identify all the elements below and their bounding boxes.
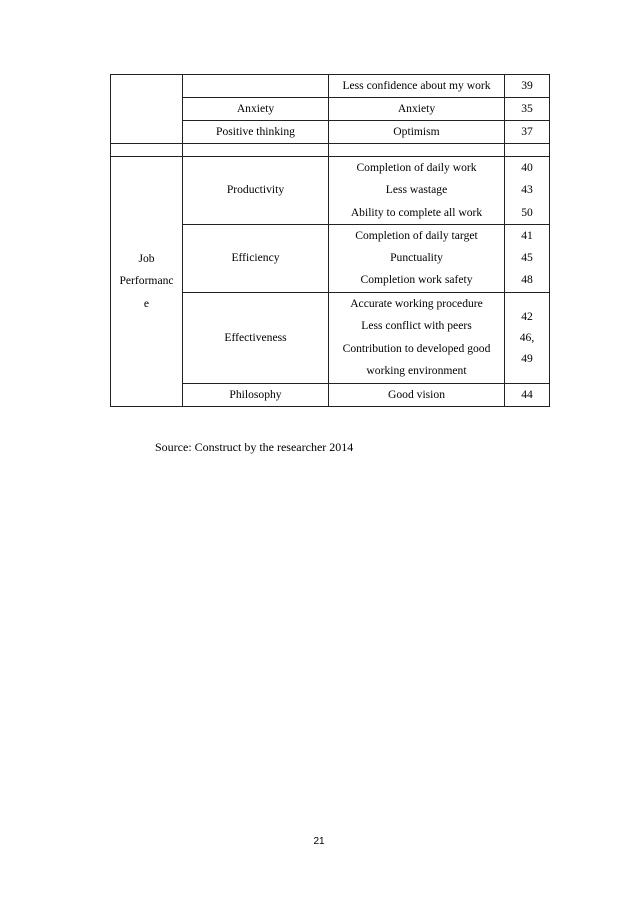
variables-table (110, 74, 550, 407)
item-number-cell: 40 43 50 (505, 157, 550, 225)
indicator-cell: Completion of daily work Less wastage Ability to complete all work (329, 157, 505, 225)
item-number-cell: 37 (505, 121, 550, 144)
page-number: 21 (313, 836, 325, 847)
dimension-cell: Anxiety (183, 98, 329, 121)
indicator-cell: Good vision (329, 383, 505, 406)
dimension-cell: Philosophy (183, 383, 329, 406)
indicator-cell: Anxiety (329, 98, 505, 121)
item-number-cell: 42 46, 49 (505, 292, 550, 383)
dimension-cell: Productivity (183, 157, 329, 225)
item-number-cell: 35 (505, 98, 550, 121)
dimension-cell: Efficiency (183, 224, 329, 292)
dimension-cell: Positive thinking (183, 121, 329, 144)
item-number-cell: 41 45 48 (505, 224, 550, 292)
variable-cell-empty (111, 75, 183, 144)
indicator-cell: Optimism (329, 121, 505, 144)
table-row (111, 157, 550, 225)
item-number-cell: 44 (505, 383, 550, 406)
indicator-cell: Completion of daily target Punctuality Completion work safety (329, 224, 505, 292)
dimension-cell: Effectiveness (183, 292, 329, 383)
dimension-cell-empty (183, 75, 329, 98)
item-number-cell: 39 (505, 75, 550, 98)
indicator-cell: Accurate working procedure Less conflict with peers Contribution to developed good working environment (329, 292, 505, 383)
source-note: Source: Construct by the researcher 2014 (155, 440, 354, 454)
indicator-cell: Less confidence about my work (329, 75, 505, 98)
table-row-empty (111, 144, 550, 157)
variable-cell-job-performance: Job Performanc e (111, 157, 183, 407)
table-row (111, 75, 550, 98)
